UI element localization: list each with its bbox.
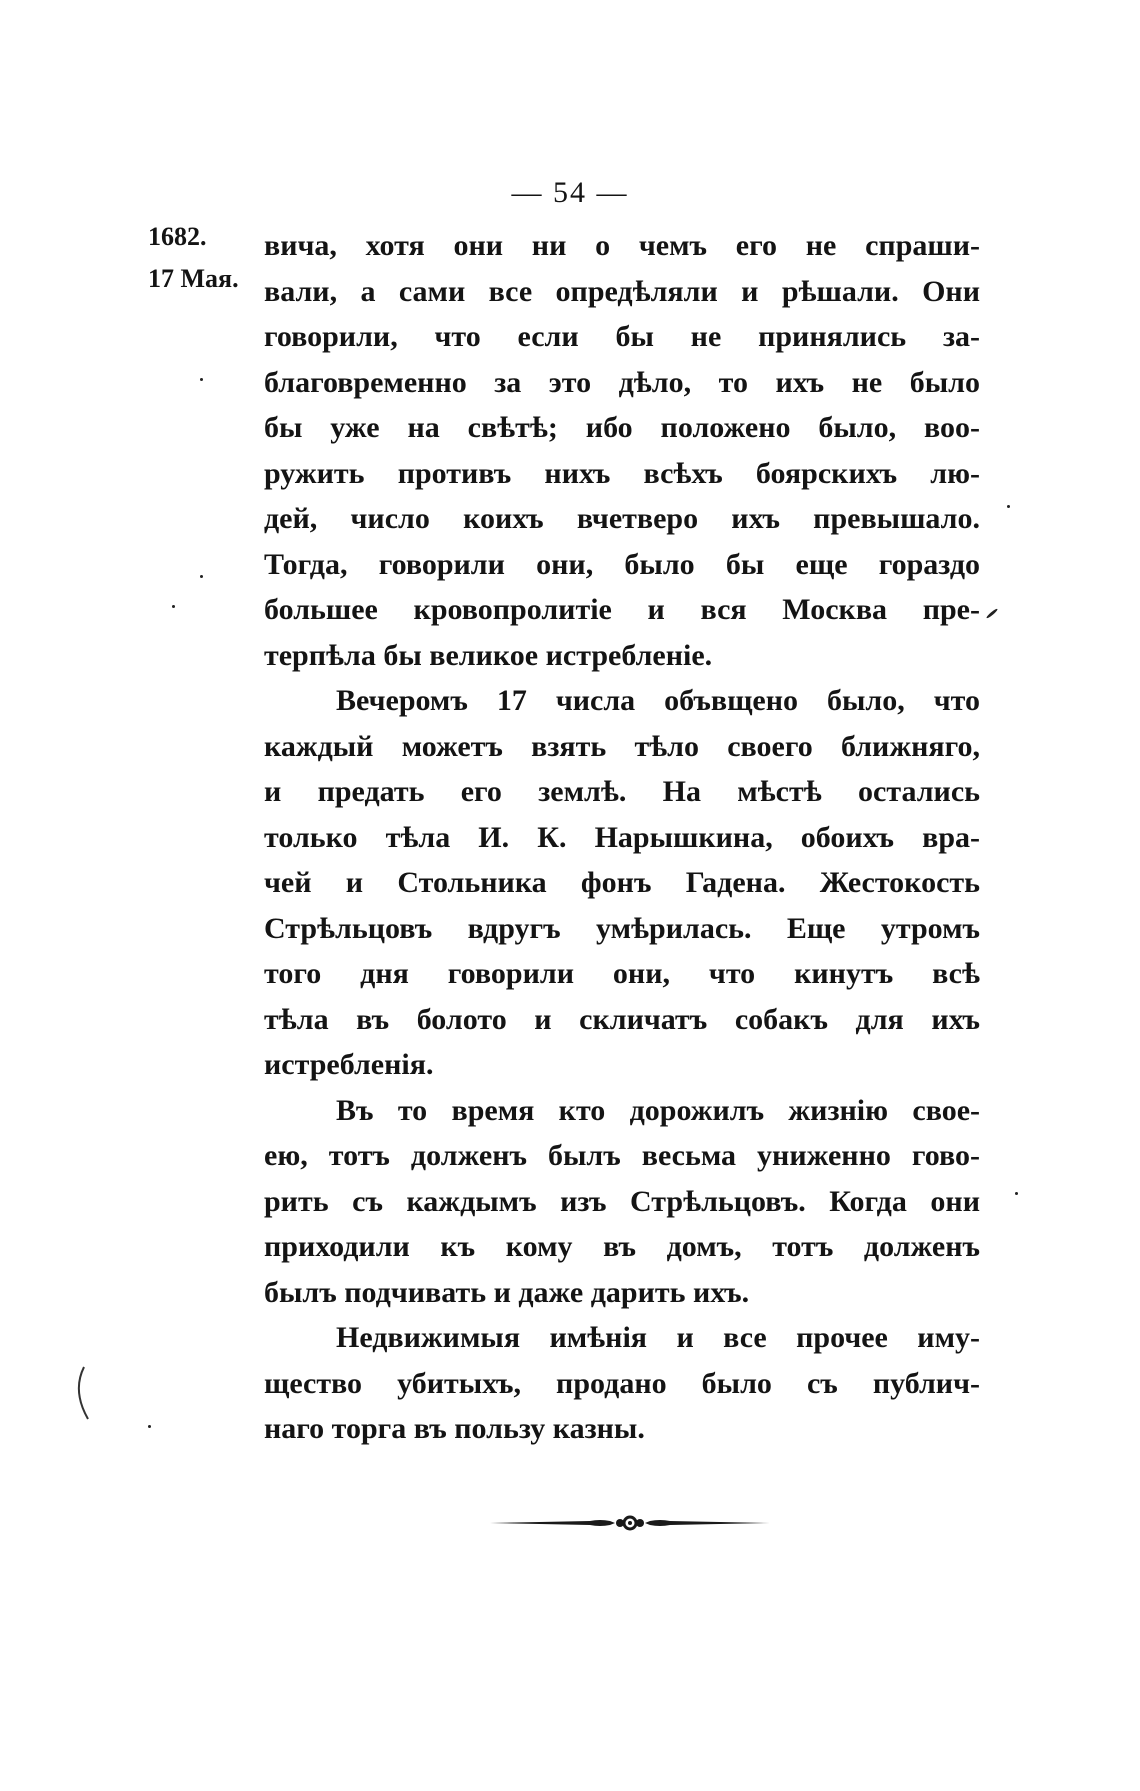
- text-line: Въ то время кто дорожилъ жизнію свое-: [336, 1093, 980, 1127]
- text-line: терпѣла бы великое истребленіе.: [264, 638, 713, 672]
- text-line: былъ подчивать и даже дарить ихъ.: [264, 1275, 750, 1309]
- text-line: благовременно за это дѣло, то ихъ не было: [264, 365, 980, 399]
- page-number: — 54 —: [511, 176, 629, 209]
- text-line: говорили, что если бы не принялись за-: [264, 320, 980, 353]
- text-line: наго торга въ пользу казны.: [264, 1412, 645, 1445]
- text-line: дей, число коихъ вчетверо ихъ превышало.: [264, 502, 980, 535]
- text-line: тѣла въ болото и скличатъ собакъ для ихъ: [264, 1002, 980, 1036]
- text-line: каждый можетъ взять тѣло своего ближняго,: [264, 729, 980, 763]
- text-line: Стрѣльцовъ вдругъ умѣрилась. Еще утромъ: [264, 911, 980, 945]
- scan-speck: [1007, 505, 1010, 508]
- scan-speck: [200, 575, 203, 578]
- text-line: истребленія.: [264, 1048, 434, 1081]
- text-line: Тогда, говорили они, было бы еще гораздо: [264, 547, 980, 581]
- text-line: рить съ каждымъ изъ Стрѣльцовъ. Когда они: [264, 1184, 980, 1218]
- scan-speck: [172, 605, 175, 608]
- text-line: Вечеромъ 17 числа объвщено было, что: [336, 684, 980, 717]
- text-line: вали, а сами все опредѣляли и рѣшали. Они: [264, 274, 980, 308]
- text-line: большее кровопролитіе и вся Москва пре-: [264, 593, 980, 626]
- text-line: только тѣла И. К. Нарышкина, обоихъ вра-: [264, 820, 980, 854]
- scan-mark-icon: [70, 1365, 92, 1421]
- scan-speck: [200, 378, 203, 381]
- text-line: щество убитыхъ, продано было съ публич-: [264, 1366, 980, 1400]
- text-line: бы уже на свѣтѣ; ибо положено было, воо-: [264, 411, 980, 444]
- margin-note-year: 1682.: [148, 222, 207, 251]
- text-line: приходили къ кому въ домъ, тотъ долженъ: [264, 1230, 980, 1263]
- text-line: ею, тотъ долженъ былъ весьма униженно гово-: [264, 1139, 980, 1172]
- scan-speck: [986, 608, 999, 619]
- text-line: вича, хотя они ни о чемъ его не спраши-: [264, 229, 980, 262]
- end-ornament-icon: [490, 1508, 770, 1538]
- scan-speck: [1015, 1192, 1018, 1195]
- text-line: ружить противъ нихъ всѣхъ боярскихъ лю-: [264, 456, 980, 490]
- scan-speck: [148, 1425, 151, 1428]
- text-line: и предать его землѣ. На мѣстѣ остались: [264, 775, 980, 808]
- text-line: того дня говорили они, что кинутъ всѣ: [264, 957, 980, 990]
- margin-note-date: 17 Мая.: [148, 264, 239, 293]
- text-line: Недвижимыя имѣнія и все прочее иму-: [336, 1321, 980, 1354]
- text-line: чей и Стольника фонъ Гадена. Жестокость: [264, 866, 980, 899]
